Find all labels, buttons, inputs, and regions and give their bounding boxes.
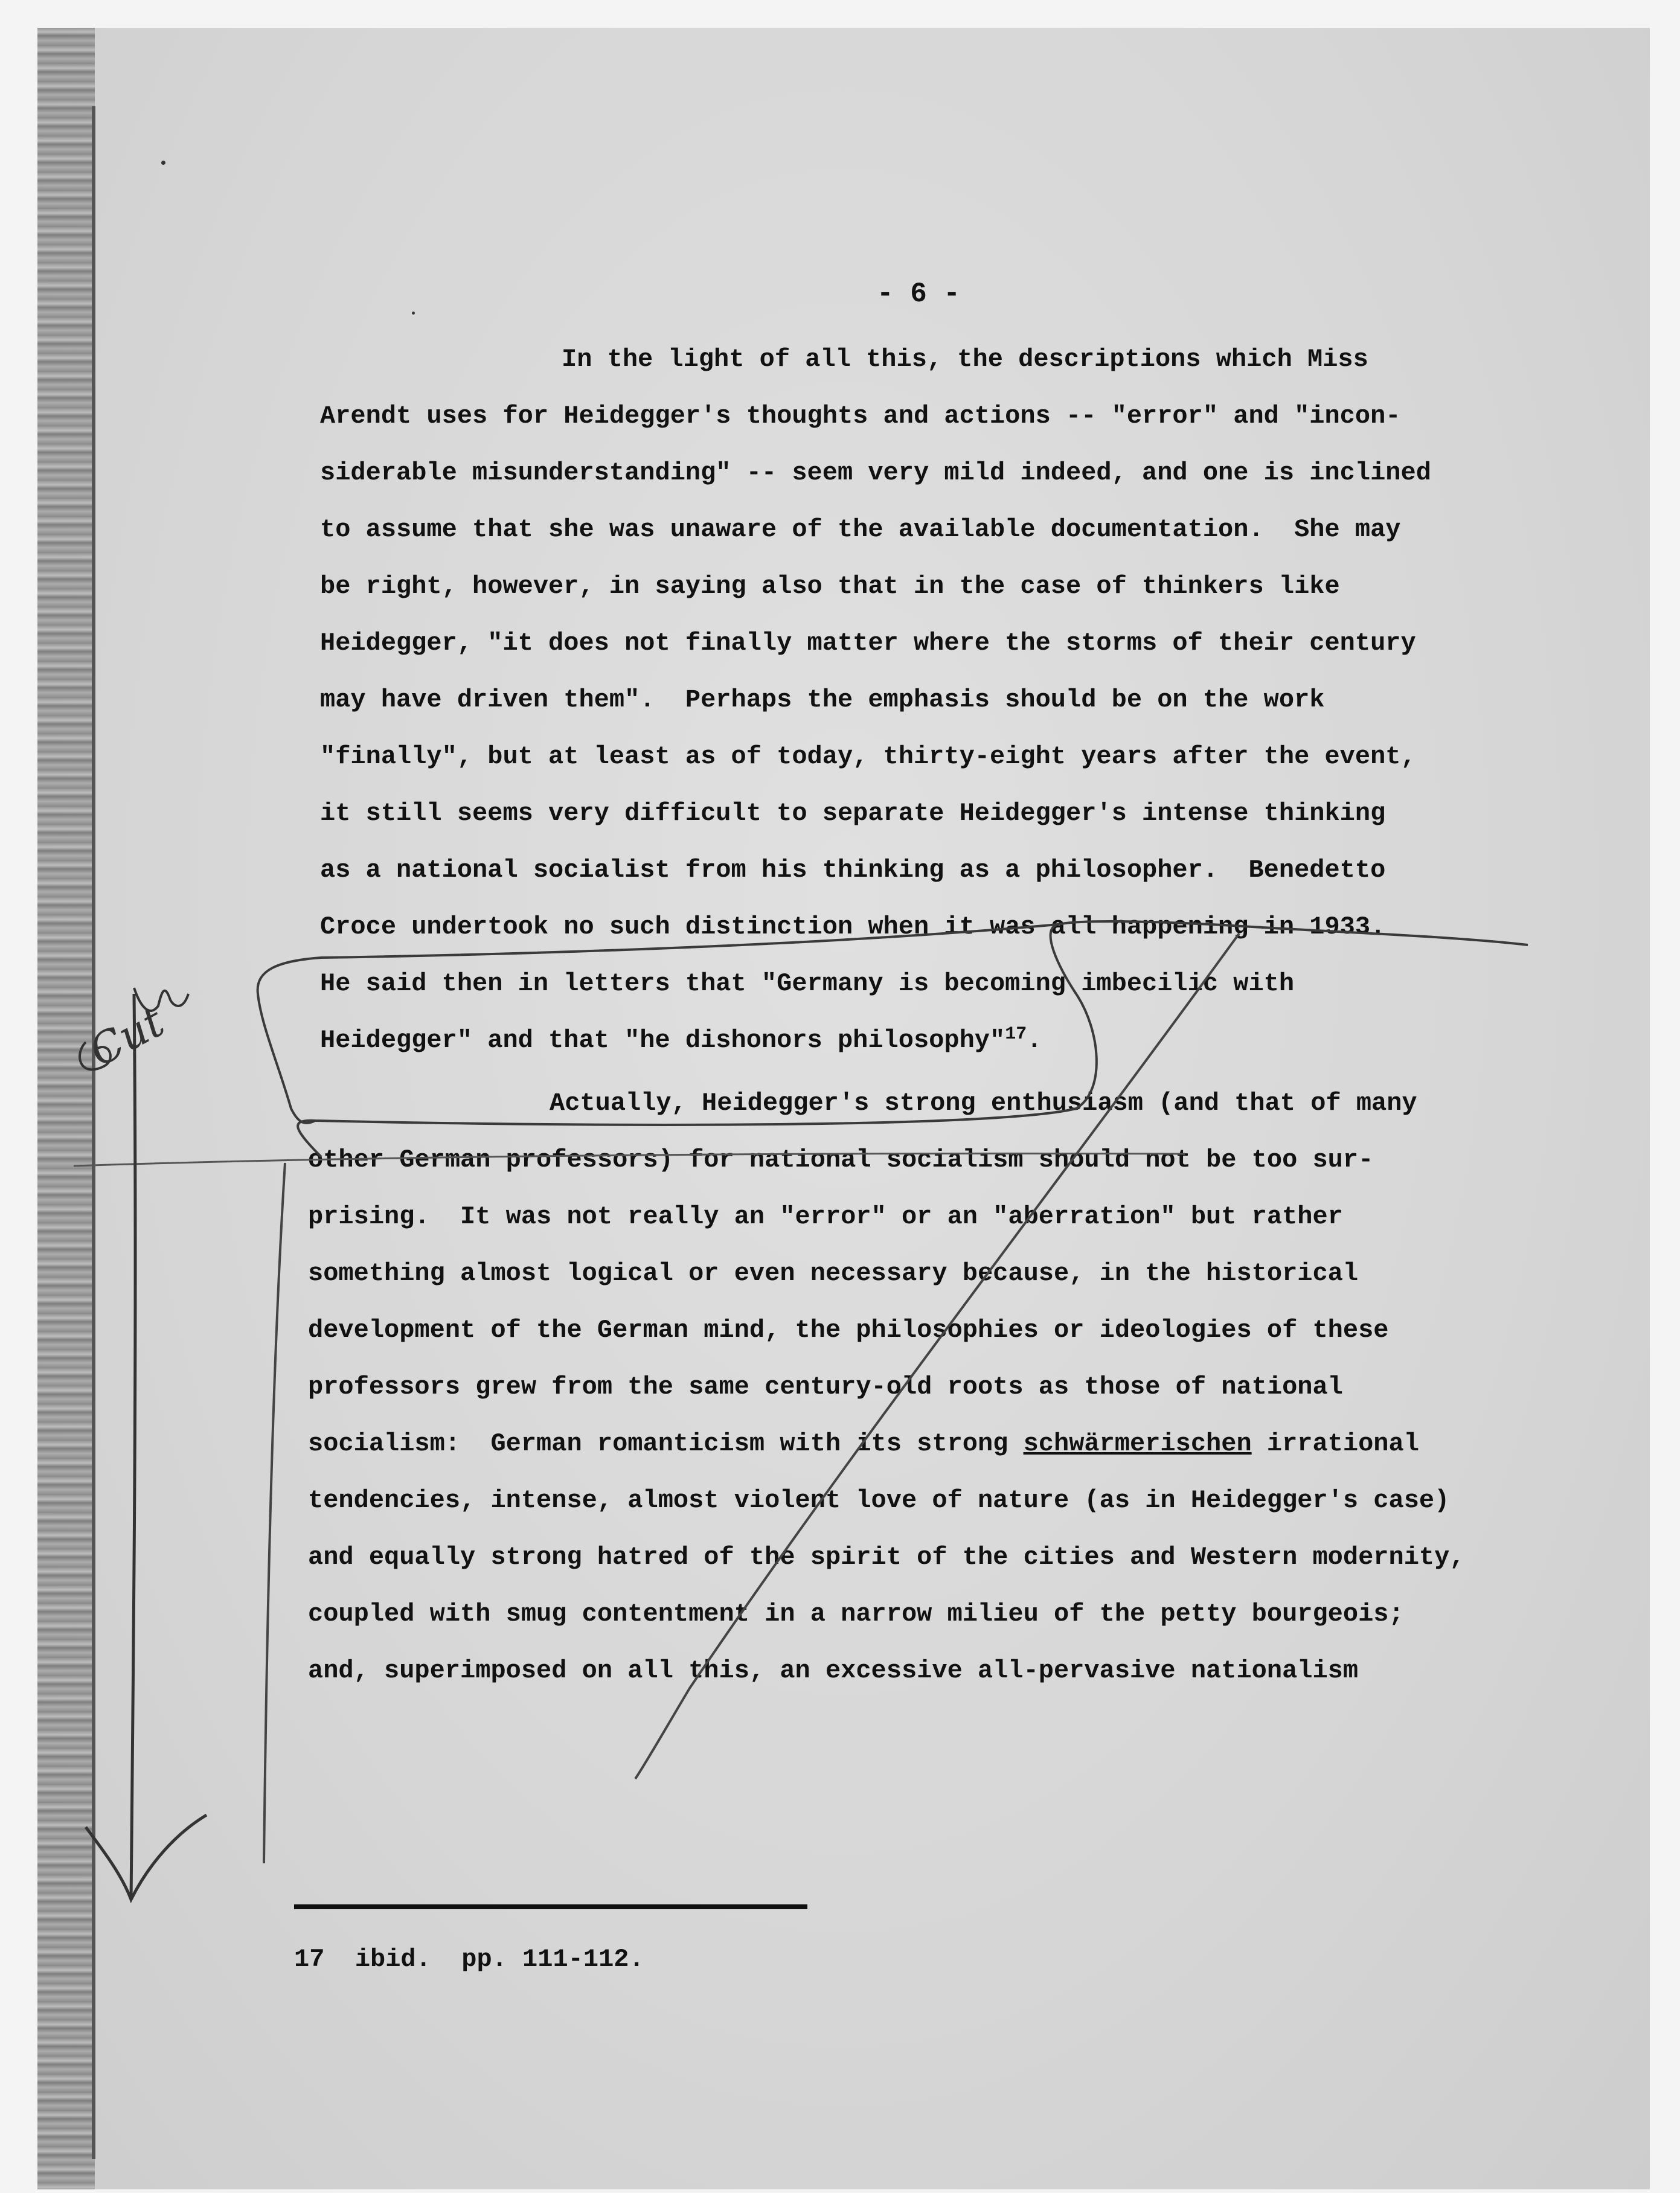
body-line-9: it still seems very difficult to separate Heidegger's intense thinking (320, 799, 1386, 828)
arrow-head (86, 1815, 207, 1900)
body-line-17: something almost logical or even necessary because, in the historical (308, 1259, 1359, 1288)
page-number: - 6 - (877, 278, 961, 310)
body-line-3: siderable misunderstanding" -- seem very mild indeed, and one is inclined (320, 458, 1431, 487)
document-page (37, 28, 1650, 2189)
footnote-marker-tail: . (1027, 1026, 1042, 1055)
body-line-4: to assume that she was unaware of the available documentation. She may (320, 515, 1401, 544)
body-line-6: Heidegger, "it does not finally matter where the storms of their century (320, 629, 1416, 658)
body-line-7: may have driven them". Perhaps the emphasis should be on the work (320, 685, 1325, 714)
body-line-18: development of the German mind, the philosophies or ideologies of these (308, 1316, 1389, 1345)
body-line-23: coupled with smug contentment in a narrow milieu of the petty bourgeois; (308, 1599, 1404, 1628)
body-line-8: "finally", but at least as of today, thirty-eight years after the event, (320, 742, 1416, 771)
body-line-21: tendencies, intense, almost violent love of nature (as in Heidegger's case) (308, 1486, 1450, 1515)
body-line-15: other German professors) for national socialism should not be too sur- (308, 1145, 1374, 1174)
body-line-24: and, superimposed on all this, an excessive all-pervasive nationalism (308, 1656, 1359, 1685)
body-line-19: professors grew from the same century-old roots as those of national (308, 1372, 1343, 1401)
cross-out-diagonal (635, 933, 1239, 1779)
arrow-shaft (131, 994, 135, 1900)
emphasized-word: schwärmerischen (1023, 1429, 1252, 1458)
handwritten-annotations (37, 28, 1650, 2189)
cut-bracket-right (298, 921, 1528, 1157)
body-line-13-text: Heidegger" and that "he dishonors philosophy" (320, 1026, 1005, 1055)
body-line-1: In the light of all this, the descriptions which Miss (562, 345, 1368, 374)
footnote-text: 17 ibid. pp. 111-112. (294, 1945, 644, 1974)
body-line-2: Arendt uses for Heidegger's thoughts and actions -- "error" and "incon- (320, 402, 1401, 431)
body-line-16: prising. It was not really an "error" or an "aberration" but rather (308, 1202, 1343, 1231)
handwritten-note: Cut (81, 996, 172, 1077)
body-line-20-text: socialism: German romanticism with its strong (308, 1429, 1024, 1458)
cut-bracket-left (258, 924, 1058, 1123)
body-line-22: and equally strong hatred of the spirit of the cities and Western modernity, (308, 1543, 1465, 1572)
body-line-20-tail: irrational (1251, 1429, 1419, 1458)
body-line-10: as a national socialist from his thinking as a philosopher. Benedetto (320, 856, 1386, 885)
body-line-14: Actually, Heidegger's strong enthusiasm (and that of many (550, 1089, 1417, 1118)
cut-line (74, 1153, 1185, 1166)
body-line-12: He said then in letters that "Germany is becoming imbecilic with (320, 969, 1295, 998)
footnote-marker: 17 (1005, 1024, 1027, 1045)
body-line-11: Croce undertook no such distinction when it was all happening in 1933. (320, 912, 1386, 941)
margin-bracket (264, 1163, 285, 1863)
body-line-5: be right, however, in saying also that in the case of thinkers like (320, 572, 1340, 601)
